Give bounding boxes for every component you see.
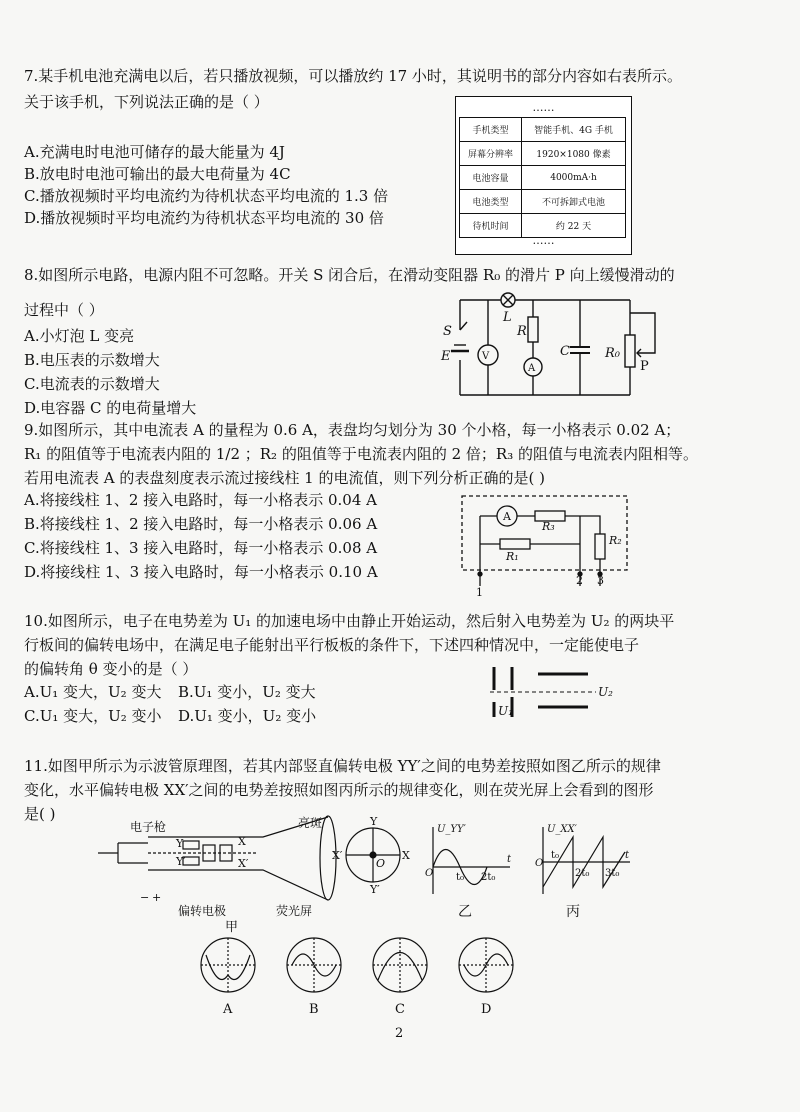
q10-option-c: C.U₁ 变大，U₂ 变小 <box>24 707 162 725</box>
q11-yi-origin: O <box>425 868 434 879</box>
q7-option-b: B.放电时电池可输出的最大电荷量为 4C <box>24 165 291 183</box>
q10-option-b: B.U₁ 变小，U₂ 变大 <box>178 683 316 701</box>
q11-oscilloscope-tube-diagram <box>88 815 408 930</box>
q9-label-R2: R₂ <box>609 534 622 547</box>
q10-line2: 行板间的偏转电场中，在满足电子能射出平行板板的条件下，下述四种情况中，一定能使电子 <box>24 636 640 654</box>
q8-label-S: S <box>443 324 452 339</box>
q9-line2: R₁ 的阻值等于电流表内阻的 1/2 ；R₂ 的阻值等于电流表内阻的 2 倍；R₃ 的阻值与电流表内阻相等。 <box>24 445 698 463</box>
q8-label-R: R <box>517 324 527 339</box>
q9-terminal-1: 1 <box>476 586 483 599</box>
q8-voltmeter-label: V <box>482 351 490 362</box>
spec-label: 屏幕分辨率 <box>460 142 522 166</box>
screen-choice-c <box>373 938 427 992</box>
q8-line2: 过程中（ ） <box>24 301 104 319</box>
q10-option-a: A.U₁ 变大，U₂ 变大 <box>24 683 162 701</box>
q9-circuit-diagram <box>460 494 635 598</box>
q11-plus: + <box>152 891 162 904</box>
q11-yi-t0: t₀ <box>456 872 465 883</box>
q9-label-R3: R₃ <box>542 520 555 533</box>
q9-terminal-2: 2 <box>576 574 583 587</box>
q8-label-R0: R₀ <box>605 346 620 361</box>
q11-choice-b: B <box>309 1002 319 1017</box>
q10-label-U1: U₁ <box>498 704 513 718</box>
q11-graph-bing <box>535 822 635 897</box>
q9-option-b: B.将接线柱 1、2 接入电路时，每一小格表示 0.06 A <box>24 515 378 533</box>
spec-label: 电池类型 <box>460 190 522 214</box>
q8-line1: 8.如图所示电路，电源内阻不可忽略。开关 S 闭合后，在滑动变阻器 R₀ 的滑片 P 向上缓慢滑动的 <box>24 266 675 284</box>
q11-bing-t: t <box>625 850 630 861</box>
q11-screen-O: O <box>376 857 386 870</box>
q7-option-a: A.充满电时电池可储存的最大能量为 4J <box>24 143 285 161</box>
q10-option-d: D.U₁ 变小，U₂ 变小 <box>178 707 317 725</box>
q8-option-d: D.电容器 C 的电荷量增大 <box>24 399 197 417</box>
spec-value: 4000mA·h <box>522 166 626 190</box>
spec-value: 不可拆卸式电池 <box>522 190 626 214</box>
q9-terminal-3: 3 <box>597 574 604 587</box>
q11-line2: 变化，水平偏转电极 XX′之间的电势差按照如图丙所示的规律变化，则在荧光屏上会看到的图形 <box>24 781 654 799</box>
q11-electron-gun-label: 电子枪 <box>130 820 167 834</box>
q8-option-a: A.小灯泡 L 变亮 <box>24 327 135 345</box>
q7-option-c: C.播放视频时平均电流约为待机状态平均电流的 1.3 倍 <box>24 187 389 205</box>
q11-minus: − <box>140 891 150 904</box>
q11-bing-t0: t₀ <box>551 850 560 861</box>
q11-spot-label: 亮斑 <box>298 816 323 830</box>
q11-label-Xp: X′ <box>238 857 249 870</box>
q11-choice-a: A <box>223 1002 233 1017</box>
q11-line1: 11.如图甲所示为示波管原理图，若其内部竖直偏转电极 YY′之间的电势差按照如图乙所示的规律 <box>24 757 661 775</box>
q11-screen-Xp: X′ <box>332 849 343 862</box>
q11-screen-Y: Y <box>370 815 378 828</box>
q8-label-C: C <box>560 344 570 359</box>
q11-screen-label: 荧光屏 <box>276 904 313 918</box>
phone-spec-table <box>455 96 632 255</box>
screen-choice-a <box>201 938 255 992</box>
q8-option-c: C.电流表的示数增大 <box>24 375 160 393</box>
q8-label-P: P <box>640 359 649 374</box>
spec-label: 待机时间 <box>460 214 522 238</box>
spec-value: 智能手机、4G 手机 <box>522 118 626 142</box>
q11-yi-caption: 乙 <box>458 904 472 920</box>
q11-choice-c: C <box>395 1002 405 1017</box>
q8-ammeter-label: A <box>528 363 536 374</box>
q7-option-d: D.播放视频时平均电流约为待机状态平均电流的 30 倍 <box>24 209 384 227</box>
spec-label: 手机类型 <box>460 118 522 142</box>
q11-yi-axis-label: U_YY′ <box>437 824 466 835</box>
q11-label-X: X <box>238 835 246 848</box>
q11-screen-Yp: Y′ <box>370 883 380 896</box>
q10-line1: 10.如图所示，电子在电势差为 U₁ 的加速电场中由静止开始运动，然后射入电势差为 U₂ 的两块平 <box>24 612 675 630</box>
q11-bing-3t0: 3t₀ <box>605 868 620 879</box>
page-number: 2 <box>395 1026 404 1041</box>
q11-electrode-label: 偏转电极 <box>178 904 227 918</box>
spec-top-dots: …… <box>532 101 555 114</box>
q11-answer-screens <box>198 935 618 995</box>
screen-choice-d <box>459 938 513 992</box>
q11-label-Y: Y <box>176 837 184 850</box>
q8-circuit-diagram <box>440 285 670 410</box>
q10-line3: 的偏转角 θ 变小的是（ ） <box>24 660 198 678</box>
spec-value: 1920×1080 像素 <box>522 142 626 166</box>
q11-bing-origin: O <box>535 858 544 869</box>
q11-jia-caption: 甲 <box>225 920 239 935</box>
q9-option-c: C.将接线柱 1、3 接入电路时，每一小格表示 0.08 A <box>24 539 378 557</box>
q11-choice-d: D <box>481 1002 492 1017</box>
q11-graph-yi <box>425 822 515 897</box>
q7-line2: 关于该手机，下列说法正确的是（ ） <box>24 93 269 111</box>
q7-line1: 7.某手机电池充满电以后，若只播放视频，可以播放约 17 小时，其说明书的部分内容如右表所示。 <box>24 67 682 85</box>
q10-label-U2: U₂ <box>598 685 613 699</box>
q11-label-Yp: Y′ <box>176 855 186 868</box>
q9-option-a: A.将接线柱 1、2 接入电路时，每一小格表示 0.04 A <box>24 491 377 509</box>
spec-label: 电池容量 <box>460 166 522 190</box>
q11-bing-2t0: 2t₀ <box>575 868 590 879</box>
screen-choice-b <box>287 938 341 992</box>
q11-bing-axis-label: U_XX′ <box>547 824 577 835</box>
q8-label-L: L <box>503 310 512 325</box>
q9-option-d: D.将接线柱 1、3 接入电路时，每一小格表示 0.10 A <box>24 563 378 581</box>
q9-line3: 若用电流表 A 的表盘刻度表示流过接线柱 1 的电流值，则下列分析正确的是( ) <box>24 469 545 487</box>
q11-yi-t: t <box>507 854 512 865</box>
q10-deflection-diagram <box>488 662 628 722</box>
q11-line3: 是( ) <box>24 805 56 823</box>
q8-option-b: B.电压表的示数增大 <box>24 351 160 369</box>
q11-bing-caption: 丙 <box>566 904 580 920</box>
q11-screen-X: X <box>402 849 410 862</box>
spec-value: 约 22 天 <box>522 214 626 238</box>
q9-ammeter-label: A <box>503 510 511 523</box>
q9-line1: 9.如图所示，其中电流表 A 的量程为 0.6 A，表盘均匀划分为 30 个小格，每一小格表示 0.02 A； <box>24 421 681 439</box>
q11-yi-2t0: 2t₀ <box>481 872 496 883</box>
q9-label-R1: R₁ <box>506 550 519 563</box>
q8-label-E: E <box>441 349 451 364</box>
spec-bottom-dots: …… <box>532 234 555 247</box>
